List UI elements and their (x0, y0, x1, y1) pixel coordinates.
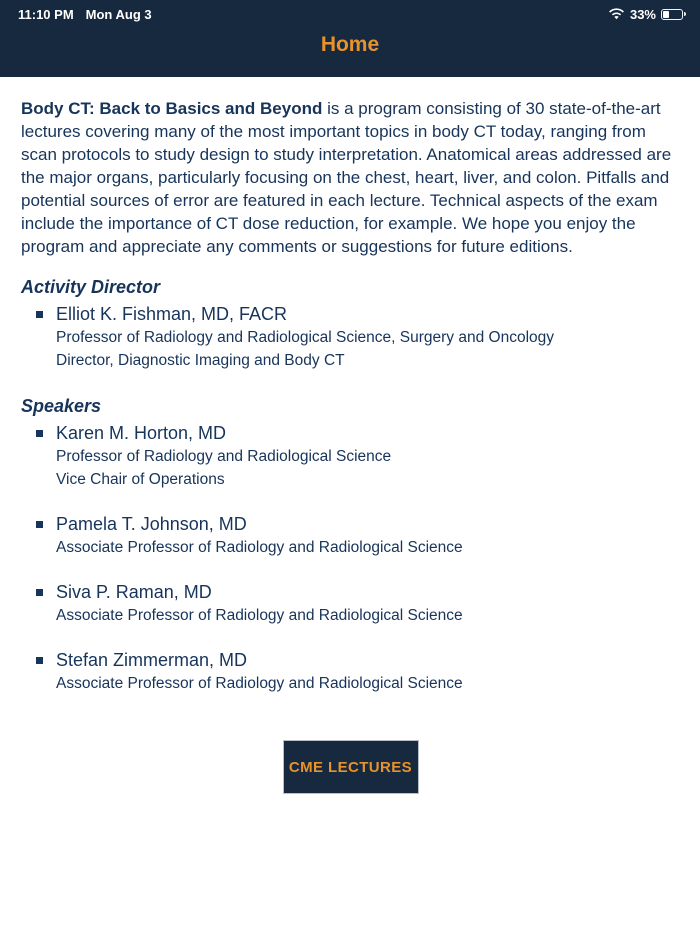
app-bar (0, 0, 700, 77)
battery-body (661, 9, 683, 20)
status-date: Mon Aug 3 (85, 6, 152, 22)
status-right (608, 7, 686, 22)
person-name: Karen M. Horton, MD (56, 423, 227, 443)
person-block (56, 648, 463, 695)
bullet-icon (36, 311, 43, 318)
app-bar-title-row (0, 22, 700, 77)
person-title: Associate Professor of Radiology and Radiological Science (56, 607, 463, 624)
person-name: Siva P. Raman, MD (56, 582, 212, 602)
person-title: Professor of Radiology and Radiological Science, Surgery and Oncology (56, 329, 555, 346)
cme-button-container (21, 740, 680, 794)
cme-lectures-button[interactable]: CME LECTURES (283, 740, 419, 794)
person-name: Elliot K. Fishman, MD, FACR (56, 304, 288, 324)
speakers-list (21, 421, 680, 695)
person-block (56, 302, 554, 372)
bullet-icon (36, 521, 43, 528)
battery-percent: 33% (629, 6, 656, 22)
bullet-icon (36, 430, 43, 437)
status-left (18, 7, 152, 22)
list-item (21, 580, 680, 627)
battery-icon (661, 9, 686, 20)
section-heading-activity-director: Activity Director (21, 277, 161, 297)
person-name: Pamela T. Johnson, MD (56, 514, 247, 534)
wifi-icon (608, 8, 625, 20)
list-item (21, 512, 680, 559)
list-item (21, 421, 680, 491)
bullet-icon (36, 589, 43, 596)
person-title: Professor of Radiology and Radiological Science (56, 448, 392, 465)
person-title: Director, Diagnostic Imaging and Body CT (56, 352, 345, 369)
status-time: 11:10 PM (18, 6, 74, 22)
activity-director-list (21, 302, 680, 372)
person-block (56, 580, 463, 627)
person-title: Associate Professor of Radiology and Radiological Science (56, 539, 463, 556)
battery-fill (663, 11, 669, 18)
section-heading-speakers: Speakers (21, 396, 102, 416)
person-block (56, 421, 391, 491)
intro-lead: Body CT: Back to Basics and Beyond (21, 99, 323, 118)
main-content (0, 77, 700, 794)
person-title: Associate Professor of Radiology and Radiological Science (56, 675, 463, 692)
list-item (21, 648, 680, 695)
status-bar (0, 0, 700, 22)
battery-nub (684, 12, 686, 16)
list-item (21, 302, 680, 372)
person-block (56, 512, 463, 559)
intro-paragraph (21, 97, 680, 258)
bullet-icon (36, 657, 43, 664)
person-name: Stefan Zimmerman, MD (56, 650, 248, 670)
page-title: Home (320, 32, 380, 56)
intro-body: is a program consisting of 30 state-of-the-art lectures covering many of the most important topics in body CT today, ranging from scan protocols to study design to study interpretation. Anatomical areas addressed are the major organs, particularly focusing on the chest, heart, liver, and colon. Pitfalls and potential sources of error are featured in each lecture. Technical aspects of the exam include the importance of CT dose reduction, for example. We hope you enjoy the program and appreciate any comments or suggestions for future editions. (21, 99, 672, 256)
person-title: Vice Chair of Operations (56, 471, 225, 488)
